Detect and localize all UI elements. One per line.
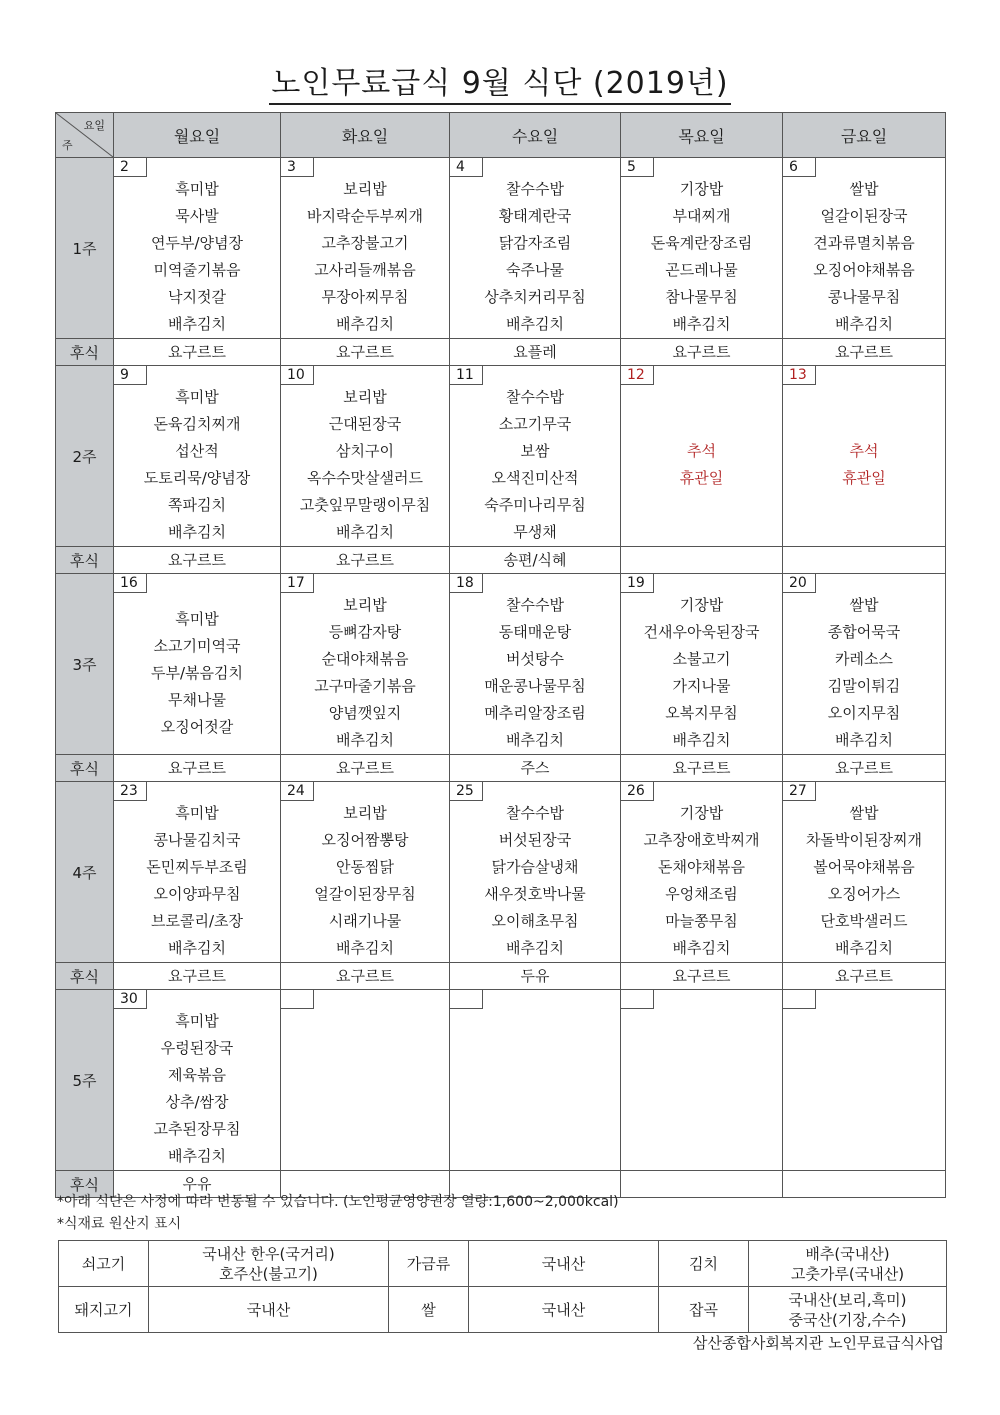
- snack-label: 후식: [56, 547, 114, 574]
- menu-item-list: [450, 574, 620, 754]
- menu-item: 찰수수밥: [506, 804, 564, 822]
- snack-label: 후식: [56, 339, 114, 366]
- header-row: [56, 113, 946, 158]
- menu-item: 마늘쫑무침: [665, 912, 738, 930]
- day-header-tue: 화요일: [281, 113, 450, 158]
- menu-item: 보리밥: [343, 388, 387, 406]
- snack-row: [56, 963, 946, 990]
- menu-item: 카레소스: [835, 650, 893, 668]
- menu-item: 쪽파김치: [168, 496, 226, 514]
- menu-item: 배추김치: [672, 731, 731, 749]
- week-row: [56, 158, 946, 339]
- snack-cell: 두유: [450, 963, 621, 990]
- date-number: 2: [114, 158, 147, 177]
- menu-item-list: [450, 366, 620, 546]
- origin-value: 국내산: [469, 1241, 659, 1287]
- menu-item: 숙주미나리무침: [484, 496, 586, 514]
- day-cell: [281, 574, 450, 755]
- date-number: 6: [783, 158, 816, 177]
- day-cell: [114, 366, 281, 547]
- menu-item: 보리밥: [343, 804, 387, 822]
- day-cell: [621, 574, 783, 755]
- origin-value-line: 고춧가루(국내산): [790, 1264, 905, 1283]
- day-header-fri: 금요일: [783, 113, 946, 158]
- menu-item: 흑미밥: [175, 388, 219, 406]
- date-number: 20: [783, 574, 816, 593]
- footer-organization: 삼산종합사회복지관 노인무료급식사업: [692, 1334, 944, 1352]
- menu-item: 무채나물: [168, 691, 226, 709]
- snack-cell: [621, 1171, 783, 1198]
- menu-item: 볼어묵야채볶음: [813, 858, 915, 876]
- menu-item: 고추된장무침: [153, 1120, 241, 1138]
- day-header-thu: 목요일: [621, 113, 783, 158]
- snack-cell: 요구르트: [281, 755, 450, 782]
- menu-item: 무생채: [513, 523, 557, 541]
- menu-item-list: [281, 782, 449, 962]
- week-label: 4주: [56, 782, 114, 963]
- menu-item: 상추치커리무침: [484, 288, 586, 306]
- origin-value: [749, 1241, 947, 1287]
- origin-value-line: 국내산(보리,흑미): [788, 1290, 907, 1309]
- menu-item-list: [114, 158, 280, 338]
- date-number: 5: [621, 158, 654, 177]
- menu-item: 배추김치: [336, 315, 394, 333]
- menu-item: 배추김치: [835, 939, 893, 957]
- menu-item: 돈육계란장조림: [650, 234, 753, 252]
- origin-value-line: 호주산(불고기): [219, 1264, 318, 1283]
- menu-item-list: [621, 782, 782, 962]
- week-label: 3주: [56, 574, 114, 755]
- menu-item: 배추김치: [506, 939, 564, 957]
- date-number: 24: [281, 782, 314, 801]
- menu-item-list: [114, 366, 280, 546]
- menu-item-list: [114, 990, 280, 1170]
- snack-cell: [621, 547, 783, 574]
- day-header-wed: 수요일: [450, 113, 621, 158]
- week-row: [56, 990, 946, 1171]
- menu-item: 흑미밥: [175, 1012, 219, 1030]
- date-number: [281, 990, 314, 1009]
- holiday-text: 휴관일: [679, 469, 724, 487]
- menu-item: 바지락순두부찌개: [307, 207, 423, 225]
- origin-label: 잡곡: [659, 1287, 749, 1333]
- menu-item: 단호박샐러드: [820, 912, 908, 930]
- day-cell: [281, 158, 450, 339]
- corner-cell: [56, 113, 114, 158]
- menu-item: 콩나물김치국: [153, 831, 241, 849]
- menu-item: 차돌박이된장찌개: [806, 831, 922, 849]
- menu-item: 고추장불고기: [321, 234, 409, 252]
- menu-item: 쌀밥: [849, 596, 879, 614]
- holiday-text: 추석: [687, 442, 716, 460]
- menu-item: 배추김치: [506, 731, 564, 749]
- menu-item: 돈육김치찌개: [153, 415, 241, 433]
- menu-item: 배추김치: [336, 939, 394, 957]
- menu-item: 부대찌개: [672, 207, 731, 225]
- menu-item: 배추김치: [168, 939, 226, 957]
- origin-label: 돼지고기: [59, 1287, 149, 1333]
- day-cell: [621, 158, 783, 339]
- day-cell: [281, 990, 450, 1171]
- menu-item: 기장밥: [679, 804, 724, 822]
- menu-item-list: [281, 158, 449, 338]
- date-number: 25: [450, 782, 483, 801]
- menu-item: 우엉채조림: [665, 885, 738, 903]
- menu-item: 쌀밥: [849, 804, 879, 822]
- menu-item: 찰수수밥: [506, 596, 564, 614]
- date-number: 10: [281, 366, 314, 385]
- menu-item: 상추/쌈장: [165, 1093, 229, 1111]
- menu-item: 쌀밥: [849, 180, 879, 198]
- menu-item: 기장밥: [679, 180, 724, 198]
- menu-item: 찰수수밥: [506, 388, 564, 406]
- menu-item: 돈채야채볶음: [658, 858, 745, 876]
- snack-cell: 요구르트: [114, 547, 281, 574]
- menu-item: 메추리알장조림: [484, 704, 586, 722]
- menu-item: 오이지무침: [827, 704, 901, 722]
- snack-cell: 요구르트: [114, 339, 281, 366]
- menu-item: 찰수수밥: [506, 180, 564, 198]
- menu-item: 오이양파무침: [153, 885, 241, 903]
- menu-item-list: [450, 158, 620, 338]
- menu-item: 소고기무국: [498, 415, 572, 433]
- menu-item: 연두부/양념장: [151, 234, 243, 252]
- menu-item: 고사리들깨볶음: [314, 261, 416, 279]
- origin-row: [59, 1287, 947, 1333]
- origin-table: [58, 1240, 947, 1333]
- date-number: 27: [783, 782, 816, 801]
- origin-label: 쌀: [389, 1287, 469, 1333]
- date-number: 9: [114, 366, 147, 385]
- week-label: 5주: [56, 990, 114, 1171]
- menu-body: [56, 158, 946, 1198]
- menu-item: 오복지무침: [665, 704, 738, 722]
- menu-item: 가지나물: [672, 677, 731, 695]
- date-number: 30: [114, 990, 147, 1009]
- menu-item-list: [281, 366, 449, 546]
- date-number: 18: [450, 574, 483, 593]
- snack-row: [56, 547, 946, 574]
- date-number: 11: [450, 366, 483, 385]
- day-cell: [783, 158, 946, 339]
- menu-item: 삼치구이: [336, 442, 394, 460]
- origin-value: [149, 1241, 389, 1287]
- menu-item: 오징어가스: [827, 885, 901, 903]
- menu-item-list: [281, 574, 449, 754]
- menu-item: 동태매운탕: [498, 623, 572, 641]
- snack-cell: 송편/식혜: [450, 547, 621, 574]
- note-line-1: *아래 식단은 사정에 따라 변동될 수 있습니다. (노인평균영양권장 열량:1,600~2,000kcal): [57, 1194, 619, 1210]
- menu-item: 소불고기: [672, 650, 731, 668]
- origin-value-line: 국내산 한우(국거리): [202, 1244, 335, 1263]
- menu-item: 고춧잎무말랭이무침: [299, 496, 431, 514]
- menu-item: 고추장애호박찌개: [643, 831, 760, 849]
- menu-item: 배추김치: [506, 315, 564, 333]
- day-cell: [621, 782, 783, 963]
- snack-cell: 우유: [114, 1171, 281, 1198]
- menu-item: 도토리묵/양념장: [143, 469, 251, 487]
- menu-item-list: [621, 158, 782, 338]
- week-row: [56, 782, 946, 963]
- snack-cell: 요구르트: [783, 339, 946, 366]
- origin-label: 쇠고기: [59, 1241, 149, 1287]
- menu-item-list: [783, 158, 945, 338]
- menu-item: 순대야채볶음: [321, 650, 409, 668]
- date-number: 26: [621, 782, 654, 801]
- menu-item: 배추김치: [168, 315, 226, 333]
- day-header-mon: 월요일: [114, 113, 281, 158]
- menu-item: 섭산적: [175, 442, 219, 460]
- date-number: 23: [114, 782, 147, 801]
- day-cell: [114, 574, 281, 755]
- menu-item: 두부/볶음김치: [151, 664, 243, 682]
- menu-item: 새우젓호박나물: [484, 885, 586, 903]
- date-number: 16: [114, 574, 147, 593]
- menu-item: 오징어젓갈: [160, 718, 234, 736]
- menu-item: 닭감자조림: [498, 234, 572, 252]
- date-number: [621, 990, 654, 1009]
- menu-item: 보쌈: [520, 442, 550, 460]
- origin-label: 김치: [659, 1241, 749, 1287]
- day-cell: [783, 366, 946, 547]
- day-cell: [114, 158, 281, 339]
- origin-value: 국내산: [149, 1287, 389, 1333]
- corner-week-label: 주: [62, 139, 73, 152]
- date-number: 19: [621, 574, 654, 593]
- menu-table: [55, 112, 946, 1198]
- date-number: [450, 990, 483, 1009]
- menu-item: 우렁된장국: [160, 1039, 234, 1057]
- menu-item: 옥수수맛살샐러드: [307, 469, 423, 487]
- menu-item: 버섯된장국: [498, 831, 572, 849]
- day-cell: [450, 158, 621, 339]
- date-number: 4: [450, 158, 483, 177]
- snack-cell: [783, 547, 946, 574]
- menu-item: 흑미밥: [175, 180, 219, 198]
- holiday-text: 추석: [849, 442, 879, 460]
- menu-item: 시래기나물: [328, 912, 402, 930]
- snack-cell: [783, 1171, 946, 1198]
- date-number: 12: [621, 366, 654, 385]
- day-cell: [114, 990, 281, 1171]
- snack-cell: 요구르트: [783, 963, 946, 990]
- menu-item: 무장아찌무침: [321, 288, 409, 306]
- snack-cell: 요구르트: [281, 963, 450, 990]
- menu-item-list: [621, 574, 782, 754]
- menu-item: 오징어짬뽕탕: [321, 831, 409, 849]
- menu-item: 브로콜리/초장: [151, 912, 243, 930]
- origin-value: 국내산: [469, 1287, 659, 1333]
- day-cell: [281, 366, 450, 547]
- menu-item: 김말이튀김: [827, 677, 901, 695]
- date-number: 13: [783, 366, 816, 385]
- menu-item: 배추김치: [168, 1147, 226, 1165]
- menu-item: 견과류멸치볶음: [813, 234, 915, 252]
- day-cell: [783, 782, 946, 963]
- snack-cell: 요구르트: [281, 339, 450, 366]
- note-line-2: *식재료 원산지 표시: [57, 1216, 182, 1232]
- day-cell: [783, 990, 946, 1171]
- menu-item: 참나물무침: [665, 288, 738, 306]
- week-row: [56, 574, 946, 755]
- snack-label: 후식: [56, 963, 114, 990]
- menu-item: 고구마줄기볶음: [314, 677, 416, 695]
- snack-cell: 요구르트: [281, 547, 450, 574]
- date-number: 17: [281, 574, 314, 593]
- day-cell: [450, 366, 621, 547]
- day-cell: [281, 782, 450, 963]
- snack-cell: 주스: [450, 755, 621, 782]
- menu-item: 오색진미산적: [491, 469, 579, 487]
- week-label: 1주: [56, 158, 114, 339]
- week-label: 2주: [56, 366, 114, 547]
- menu-item: 얼갈이된장국: [820, 207, 908, 225]
- menu-item: 매운콩나물무침: [484, 677, 586, 695]
- menu-item-list: [114, 782, 280, 962]
- menu-item: 얼갈이된장무침: [314, 885, 416, 903]
- menu-item: 버섯탕수: [506, 650, 564, 668]
- menu-item: 닭가슴살냉채: [491, 858, 579, 876]
- menu-item: 보리밥: [343, 180, 387, 198]
- menu-item: 배추김치: [835, 315, 893, 333]
- day-cell: [621, 990, 783, 1171]
- snack-row: [56, 755, 946, 782]
- menu-item: 오이해초무침: [491, 912, 579, 930]
- day-cell: [450, 990, 621, 1171]
- menu-item: 기장밥: [679, 596, 724, 614]
- menu-item: 황태계란국: [498, 207, 572, 225]
- day-cell: [450, 782, 621, 963]
- snack-cell: 요구르트: [783, 755, 946, 782]
- menu-item: 양념깻잎지: [328, 704, 402, 722]
- date-number: 3: [281, 158, 314, 177]
- menu-item: 근대된장국: [328, 415, 402, 433]
- menu-item: 제육볶음: [168, 1066, 226, 1084]
- menu-item: 안동찜닭: [336, 858, 394, 876]
- menu-item: 배추김치: [336, 731, 394, 749]
- menu-item: 곤드레나물: [665, 261, 738, 279]
- page-title: 노인무료급식 9월 식단 (2019년): [0, 58, 1000, 102]
- menu-item: 등뼈감자탕: [328, 623, 402, 641]
- snack-row: [56, 339, 946, 366]
- menu-item: 돈민찌두부조림: [146, 858, 248, 876]
- origin-value-line: 배추(국내산): [805, 1244, 890, 1263]
- snack-cell: 요플레: [450, 339, 621, 366]
- snack-label: 후식: [56, 1171, 114, 1198]
- menu-item: 흑미밥: [175, 610, 219, 628]
- snack-label: 후식: [56, 755, 114, 782]
- menu-item: 미역줄기볶음: [153, 261, 241, 279]
- day-cell: [783, 574, 946, 755]
- menu-item: 배추김치: [835, 731, 893, 749]
- snack-cell: 요구르트: [621, 755, 783, 782]
- snack-cell: 요구르트: [621, 339, 783, 366]
- menu-item: 보리밥: [343, 596, 387, 614]
- menu-item-list: [114, 574, 280, 741]
- snack-cell: 요구르트: [114, 963, 281, 990]
- menu-item-list: [450, 782, 620, 962]
- origin-label: 가금류: [389, 1241, 469, 1287]
- menu-item: 배추김치: [168, 523, 226, 541]
- menu-item-list: [783, 782, 945, 962]
- menu-item: 묵사발: [175, 207, 219, 225]
- origin-value: [749, 1287, 947, 1333]
- day-cell: [621, 366, 783, 547]
- menu-item: 소고기미역국: [153, 637, 241, 655]
- snack-cell: 요구르트: [114, 755, 281, 782]
- week-row: [56, 366, 946, 547]
- menu-item: 흑미밥: [175, 804, 219, 822]
- corner-day-label: 요일: [83, 119, 105, 132]
- menu-item: 건새우아욱된장국: [643, 623, 760, 641]
- day-cell: [450, 574, 621, 755]
- snack-cell: 요구르트: [621, 963, 783, 990]
- menu-item: 콩나물무침: [827, 288, 901, 306]
- date-number: [783, 990, 816, 1009]
- menu-item: 배추김치: [672, 939, 731, 957]
- menu-item: 배추김치: [672, 315, 731, 333]
- menu-item-list: [783, 574, 945, 754]
- menu-item: 배추김치: [336, 523, 394, 541]
- menu-item: 낙지젓갈: [168, 288, 226, 306]
- day-cell: [114, 782, 281, 963]
- holiday-text: 휴관일: [842, 469, 886, 487]
- menu-item: 숙주나물: [506, 261, 564, 279]
- origin-row: [59, 1241, 947, 1287]
- origin-value-line: 중국산(기장,수수): [788, 1310, 907, 1329]
- menu-item: 오징어야채볶음: [813, 261, 915, 279]
- menu-item: 종합어묵국: [827, 623, 901, 641]
